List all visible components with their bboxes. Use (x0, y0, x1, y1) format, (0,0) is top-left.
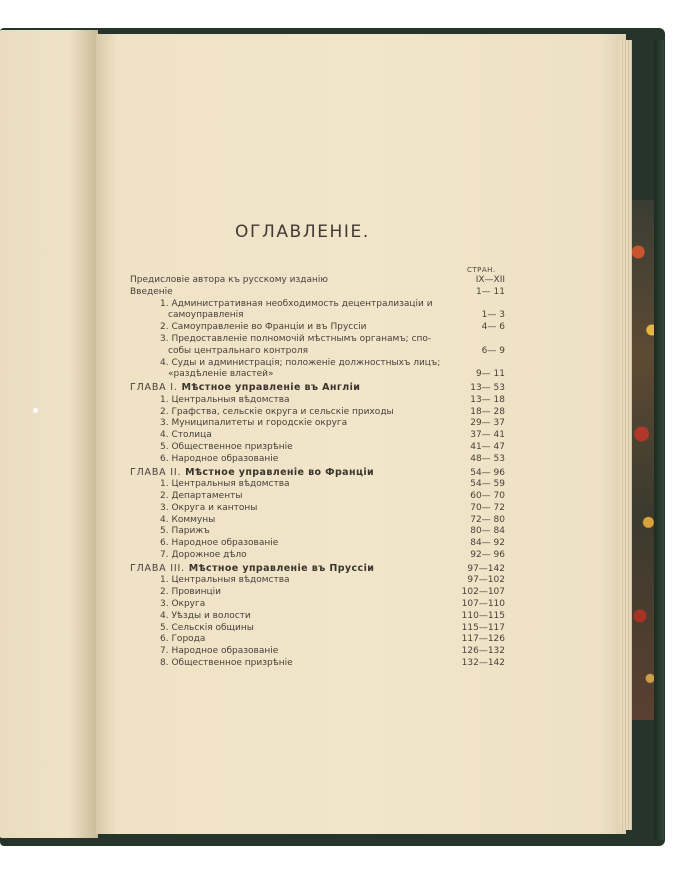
toc-entry-row (130, 369, 505, 381)
toc-entry-text: 3. Округа (160, 598, 206, 609)
toc-page-range: 13— 18 (470, 394, 505, 405)
toc-entry-row (130, 442, 505, 454)
left-page-mark (33, 408, 38, 413)
page-edges (620, 40, 632, 830)
toc-entry-text: 6. Города (160, 634, 206, 645)
toc-entry-text: 2. Самоуправленіе во Франціи и въ Пруссіи (160, 322, 367, 333)
chapter-label: ГЛАВА III. (130, 562, 185, 574)
toc-entry-row (130, 599, 505, 611)
toc-entry-row (130, 430, 505, 442)
toc-entry-text: 4. Столица (160, 430, 212, 441)
toc-entry-text: 4. Уѣзды и волости (160, 610, 251, 621)
toc-page-range: 29— 37 (470, 418, 505, 429)
toc-entry-text: 2. Провинціи (160, 587, 221, 598)
toc-entry-row (130, 479, 505, 491)
toc-entry-text: 3. Предоставленіе полномочій мѣстнымъ органамъ; спо- (160, 333, 432, 344)
toc-entry-text: 4. Суды и администрація; положеніе должностныхъ лицъ; (160, 357, 441, 368)
toc-entry-text: 5. Парижъ (160, 526, 210, 537)
toc-entry-row (130, 491, 505, 503)
toc-entry-text: 2. Департаменты (160, 490, 243, 501)
toc-entry-text: собы центральнаго контроля (168, 345, 308, 356)
toc-entry-row (130, 623, 505, 635)
toc-page-range: 9— 11 (475, 369, 505, 380)
toc-entry-row (130, 322, 505, 334)
toc-page-range: 126—132 (461, 646, 505, 657)
toc-page-range: 107—110 (461, 598, 505, 609)
toc-entry-row (130, 358, 505, 370)
toc-page-range: 13— 53 (470, 383, 505, 394)
toc-entry-text: «раздѣленіе властей» (168, 369, 274, 380)
toc-entry-row (130, 575, 505, 587)
left-page-bleed-through (6, 285, 66, 325)
toc-chapter-row (130, 467, 505, 480)
chapter-label: ГЛАВА I. (130, 382, 178, 394)
toc-page-range: 72— 80 (470, 514, 505, 525)
toc-page-range: 54— 96 (470, 467, 505, 478)
toc-entry-row (130, 587, 505, 599)
toc-entry-text: 5. Сельскія общины (160, 622, 254, 633)
toc-entry-text: 1. Центральныя вѣдомства (160, 479, 290, 490)
toc-entry-row (130, 503, 505, 515)
page-title: ОГЛАВЛЕНІЕ. (235, 222, 370, 242)
toc-page-range: 102—107 (461, 587, 505, 598)
toc-entry-text: 1. Административная необходимость децентрализаціи и (160, 298, 433, 309)
toc-entry-text: Предисловіе автора къ русскому изданію (130, 275, 328, 285)
toc-page-range: 37— 41 (470, 430, 505, 441)
cover-spine-edge (654, 40, 664, 840)
toc-entry-text: 3. Округа и кантоны (160, 502, 258, 513)
toc-entry-row (130, 299, 505, 311)
toc-page-range: 110—115 (461, 610, 505, 621)
toc-entry-row (130, 454, 505, 466)
toc-entry-row (130, 310, 505, 322)
toc-entry-row (130, 550, 505, 562)
toc-entry-row (130, 526, 505, 538)
toc-page-range: 48— 53 (470, 453, 505, 464)
toc-entry-text: 8. Общественное призрѣніе (160, 657, 293, 668)
left-page (0, 30, 98, 838)
toc-entry-row (130, 346, 505, 358)
toc-entry-text: 3. Муниципалитеты и городскіе округа (160, 418, 348, 429)
toc-entry-row (130, 287, 505, 299)
toc-entry-row (130, 275, 505, 287)
toc-entry-row (130, 515, 505, 527)
chapter-label: ГЛАВА II. (130, 466, 182, 478)
toc-page-range: 1— 3 (481, 310, 505, 321)
chapter-title: Мѣстное управленіе въ Пруссіи (188, 562, 375, 574)
toc-entry-text (130, 382, 360, 395)
toc-entry-row (130, 395, 505, 407)
toc-chapter-row (130, 382, 505, 395)
toc-entry-row (130, 538, 505, 550)
toc-page-range: 117—126 (461, 634, 505, 645)
toc-entry-row (130, 658, 505, 670)
toc-entry-text (130, 563, 374, 576)
toc-entry-text: 7. Дорожное дѣло (160, 549, 247, 560)
toc-page-range: 115—117 (461, 622, 505, 633)
toc-entry-row (130, 646, 505, 658)
toc-entry-row (130, 634, 505, 646)
toc-entry-text: 1. Центральныя вѣдомства (160, 394, 290, 405)
table-of-contents (130, 275, 505, 670)
toc-entry-text: 4. Коммуны (160, 514, 216, 525)
page-column-label: СТРАН. (467, 266, 496, 274)
toc-page-range: IX—XII (475, 275, 505, 285)
toc-page-range: 132—142 (461, 657, 505, 668)
toc-entry-row (130, 334, 505, 346)
toc-entry-text: Введеніе (130, 286, 173, 297)
toc-entry-row (130, 418, 505, 430)
toc-page-range: 97—102 (467, 575, 505, 586)
toc-page-range: 80— 84 (470, 526, 505, 537)
toc-page-range: 84— 92 (470, 538, 505, 549)
toc-page-range: 41— 47 (470, 441, 505, 452)
toc-entry-text: 2. Графства, сельскіе округа и сельскіе приходы (160, 406, 394, 417)
chapter-title: Мѣстное управленіе въ Англіи (181, 382, 361, 394)
toc-entry-text: самоуправленія (168, 310, 244, 321)
toc-page-range: 1— 11 (475, 286, 505, 297)
toc-entry-text (130, 467, 374, 480)
toc-entry-text: 7. Народное образованіе (160, 646, 279, 657)
toc-page-range: 18— 28 (470, 406, 505, 417)
toc-entry-text: 6. Народное образованіе (160, 453, 279, 464)
toc-page-range: 97—142 (467, 563, 505, 574)
toc-page-range: 4— 6 (481, 322, 505, 333)
chapter-title: Мѣстное управленіе во Франціи (185, 466, 375, 478)
toc-chapter-row (130, 563, 505, 576)
toc-entry-row (130, 407, 505, 419)
toc-page-range: 60— 70 (470, 490, 505, 501)
toc-entry-row (130, 611, 505, 623)
toc-page-range: 92— 96 (470, 549, 505, 560)
toc-page-range: 70— 72 (470, 502, 505, 513)
toc-entry-text: 5. Общественное призрѣніе (160, 441, 293, 452)
toc-entry-text: 6. Народное образованіе (160, 538, 279, 549)
toc-page-range: 6— 9 (481, 345, 505, 356)
toc-page-range: 54— 59 (470, 479, 505, 490)
toc-entry-text: 1. Центральныя вѣдомства (160, 575, 290, 586)
